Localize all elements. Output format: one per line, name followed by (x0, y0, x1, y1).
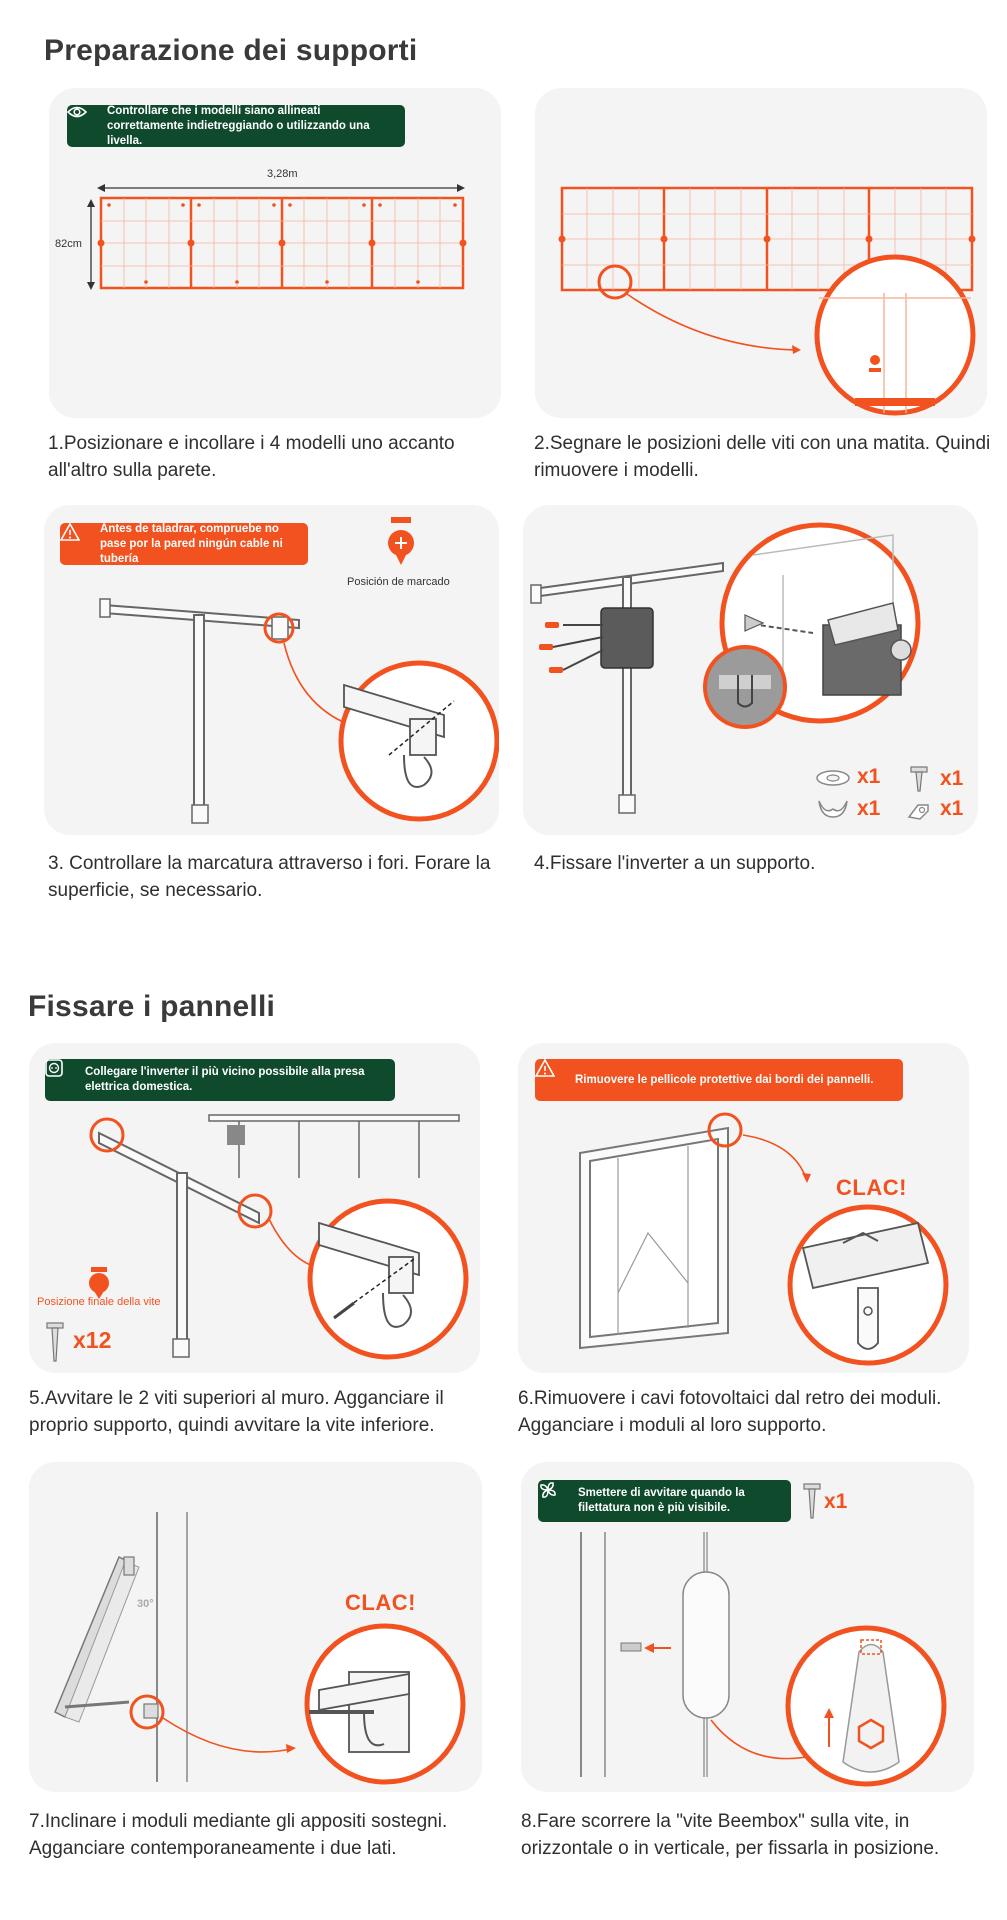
clac-label: CLAC! (836, 1175, 907, 1200)
screw-icon (908, 765, 930, 793)
step-7-caption: 7.Inclinare i moduli mediante gli appositi sostegni. Agganciare contemporaneamente i due lati. (29, 1811, 448, 1859)
clac-label: CLAC! (345, 1590, 416, 1615)
step-4-caption: 4.Fissare l'inverter a un supporto. (534, 853, 816, 874)
qty-washer: x1 (857, 765, 881, 788)
step-2-caption: 2.Segnare le posizioni delle viti con una matita. Quindi rimuovere i modelli. (534, 433, 991, 481)
section-title-preparation: Preparazione dei supporti (44, 34, 418, 67)
width-label: 3,28m (267, 168, 298, 180)
step-8-card (521, 1462, 974, 1792)
step-1-caption: 1.Posizionare e incollare i 4 modelli uno accanto all'altro sulla parete. (48, 433, 455, 481)
step-5-banner-text: Collegare l'inverter il più vicino possibile alla presa elettrica domestica. (85, 1066, 365, 1093)
step-7-card (29, 1462, 482, 1792)
step-6-banner-text: Rimuovere le pellicole protettive dai bordi dei pannelli. (575, 1073, 874, 1086)
step-5-card (29, 1043, 480, 1373)
step-8-banner (538, 1480, 791, 1522)
socket-icon (45, 1059, 85, 1101)
qty-screw: x1 (824, 1490, 848, 1513)
step-8-banner-text: Smettere di avvitare quando la filettatura non è più visibile. (578, 1487, 745, 1514)
step-2-card (535, 88, 987, 418)
qty-clip: x1 (940, 797, 964, 820)
step-8-caption: 8.Fare scorrere la "vite Beembox" sulla vite, in orizzontale o in verticale, per fissarla in posizione. (521, 1811, 940, 1859)
qty-screw: x1 (940, 767, 964, 790)
step-6-card (518, 1043, 969, 1373)
step-4-card (523, 505, 978, 835)
marker-label: Posición de marcado (347, 576, 450, 588)
step-3-caption: 3. Controllare la marcatura attraverso i fori. Forare la superficie, se necessario. (48, 853, 491, 901)
wingnut-icon (815, 795, 851, 821)
qty-screws: x12 (73, 1327, 112, 1353)
warning-icon (535, 1059, 575, 1101)
mark-screws-illustration (535, 88, 987, 418)
step-3-banner-text: Antes de taladrar, compruebe no pase por la pared ningún cable ni tubería (100, 522, 283, 565)
eye-icon (67, 105, 107, 147)
angle-label: 30° (137, 1598, 154, 1610)
height-label: 82cm (55, 238, 82, 250)
section-title-fix-panels: Fissare i pannelli (28, 990, 276, 1023)
tilt-module-illustration (29, 1462, 482, 1792)
washer-icon (815, 767, 851, 789)
fan-icon (538, 1480, 578, 1522)
clip-icon (906, 797, 932, 821)
step-6-caption: 6.Rimuovere i cavi fotovoltaici dal retro dei moduli. Agganciare i moduli al loro supporto. (518, 1388, 942, 1436)
screw-position-label: Posizione finale della vite (37, 1296, 161, 1308)
step-3-card (44, 505, 499, 835)
step-5-caption: 5.Avvitare le 2 viti superiori al muro. Agganciare il proprio supporto, quindi avvitare la vite inferiore. (29, 1388, 444, 1436)
step-6-banner (535, 1059, 903, 1101)
warning-icon (60, 523, 100, 565)
step-1-banner (67, 105, 405, 147)
qty-wingnut: x1 (857, 797, 881, 820)
step-1-card (49, 88, 501, 418)
step-3-banner (60, 523, 308, 565)
step-1-banner-text: Controllare che i modelli siano allineati correttamente indietreggiando o utilizzando una livella. (107, 104, 370, 147)
step-5-banner (45, 1059, 395, 1101)
